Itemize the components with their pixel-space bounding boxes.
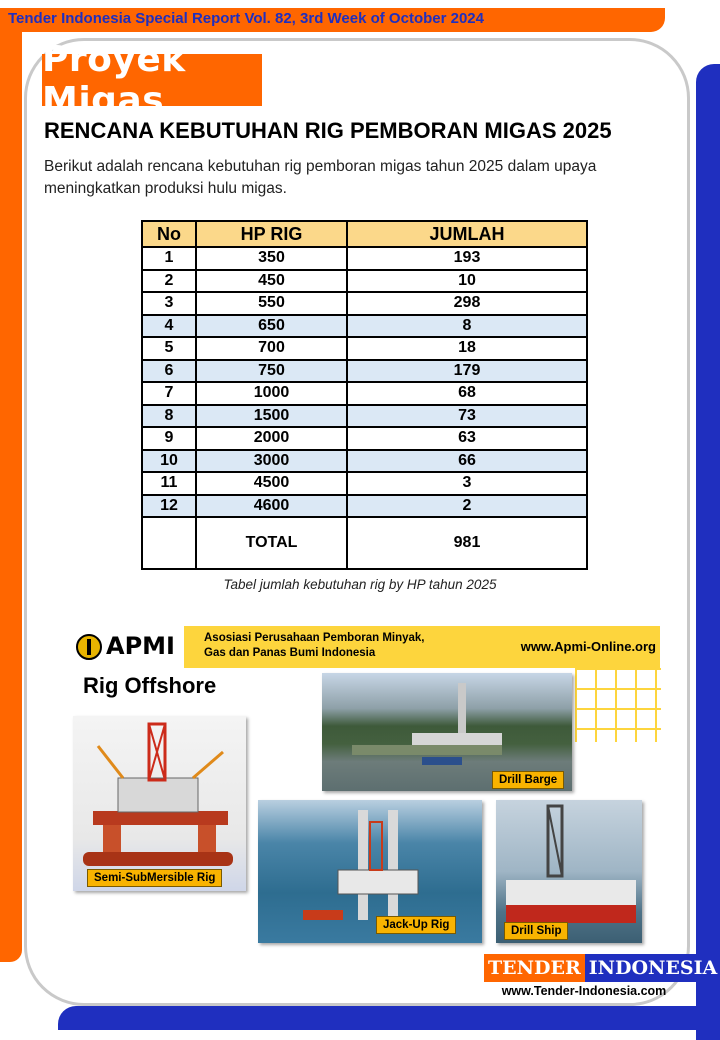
- header-no: No: [142, 221, 196, 247]
- cell-no: 12: [142, 495, 196, 518]
- cell-hp: 450: [196, 270, 347, 293]
- cell-hp: 700: [196, 337, 347, 360]
- table-body: [142, 247, 587, 569]
- cell-jumlah: 66: [347, 450, 587, 473]
- drill-ship-photo: [496, 800, 642, 943]
- apmi-logo-text: APMI: [106, 632, 175, 660]
- cell-empty: [142, 517, 196, 569]
- cell-no: 11: [142, 472, 196, 495]
- cell-no: 9: [142, 427, 196, 450]
- table-row: [142, 405, 587, 428]
- table-row: [142, 247, 587, 270]
- cell-no: 5: [142, 337, 196, 360]
- section-tag: Proyek Migas: [42, 54, 262, 106]
- semi-submersible-rig-label: Semi-SubMersible Rig: [87, 869, 222, 887]
- table-row: [142, 382, 587, 405]
- cell-hp: 1500: [196, 405, 347, 428]
- tender-indonesia-logo: [484, 954, 718, 1000]
- table-row: [142, 472, 587, 495]
- bottom-blue-band: [58, 1006, 720, 1030]
- cell-jumlah: 8: [347, 315, 587, 338]
- drill-barge-photo: [322, 673, 572, 791]
- cell-no: 4: [142, 315, 196, 338]
- cell-hp: 650: [196, 315, 347, 338]
- jack-up-rig-photo: [258, 800, 482, 943]
- rig-offshore-title: Rig Offshore: [83, 673, 217, 698]
- table-row: [142, 292, 587, 315]
- cell-jumlah: 63: [347, 427, 587, 450]
- cell-jumlah: 3: [347, 472, 587, 495]
- cell-hp: 750: [196, 360, 347, 383]
- cell-hp: 350: [196, 247, 347, 270]
- cell-no: 2: [142, 270, 196, 293]
- header-hp-rig: HP RIG: [196, 221, 347, 247]
- table-row: [142, 360, 587, 383]
- cell-hp: 3000: [196, 450, 347, 473]
- table-header-row: [142, 221, 587, 247]
- table-row: [142, 315, 587, 338]
- cell-jumlah: 298: [347, 292, 587, 315]
- table-total-row: [142, 517, 587, 569]
- table-row: [142, 337, 587, 360]
- table-row: [142, 427, 587, 450]
- cell-hp: 4600: [196, 495, 347, 518]
- rig-table: [141, 220, 588, 570]
- footer-url[interactable]: www.Tender-Indonesia.com: [501, 984, 667, 998]
- apmi-description-line1: Asosiasi Perusahaan Pemboran Minyak,: [204, 632, 425, 644]
- left-orange-band: [0, 10, 22, 962]
- jack-up-rig-label: Jack-Up Rig: [376, 916, 456, 934]
- cell-hp: 1000: [196, 382, 347, 405]
- cell-hp: 2000: [196, 427, 347, 450]
- cell-no: 8: [142, 405, 196, 428]
- cell-no: 6: [142, 360, 196, 383]
- tender-indonesia-wordmark: [484, 954, 718, 982]
- cell-hp: 550: [196, 292, 347, 315]
- apmi-logo: [64, 626, 187, 668]
- cell-jumlah: 68: [347, 382, 587, 405]
- apmi-banner: [64, 626, 660, 668]
- cell-hp: 4500: [196, 472, 347, 495]
- decorative-grid: [575, 668, 661, 742]
- semi-submersible-rig-photo: [73, 716, 246, 891]
- apmi-description: [204, 631, 464, 661]
- table-row: [142, 270, 587, 293]
- article-headline: RENCANA KEBUTUHAN RIG PEMBORAN MIGAS 2025: [44, 118, 612, 143]
- apmi-description-line2: Gas dan Panas Bumi Indonesia: [204, 647, 376, 659]
- cell-no: 7: [142, 382, 196, 405]
- cell-jumlah: 18: [347, 337, 587, 360]
- apmi-website: www.Apmi-Online.org: [520, 639, 656, 654]
- report-title: Tender Indonesia Special Report Vol. 82, 3rd Week of October 2024: [8, 10, 484, 27]
- right-blue-band: [696, 64, 720, 1040]
- article-intro: Berikut adalah rencana kebutuhan rig pemboran migas tahun 2025 dalam upaya meningkatkan produksi hulu migas.: [44, 158, 597, 197]
- drill-barge-label: Drill Barge: [492, 771, 564, 789]
- table-row: [142, 495, 587, 518]
- cell-jumlah: 10: [347, 270, 587, 293]
- logo-part2: INDONESIA: [585, 954, 720, 982]
- total-label: TOTAL: [196, 517, 347, 569]
- cell-jumlah: 73: [347, 405, 587, 428]
- cell-jumlah: 2: [347, 495, 587, 518]
- table-caption: Tabel jumlah kebutuhan rig by HP tahun 2025: [223, 577, 497, 592]
- cell-jumlah: 193: [347, 247, 587, 270]
- logo-part1: TENDER: [484, 954, 585, 982]
- cell-jumlah: 179: [347, 360, 587, 383]
- cell-no: 3: [142, 292, 196, 315]
- semi-submersible-rig-illustration: [73, 716, 246, 891]
- header-jumlah: JUMLAH: [347, 221, 587, 247]
- drill-ship-label: Drill Ship: [504, 922, 568, 940]
- cell-no: 10: [142, 450, 196, 473]
- cell-no: 1: [142, 247, 196, 270]
- apmi-logo-icon: [76, 634, 102, 660]
- table-row: [142, 450, 587, 473]
- total-value: 981: [347, 517, 587, 569]
